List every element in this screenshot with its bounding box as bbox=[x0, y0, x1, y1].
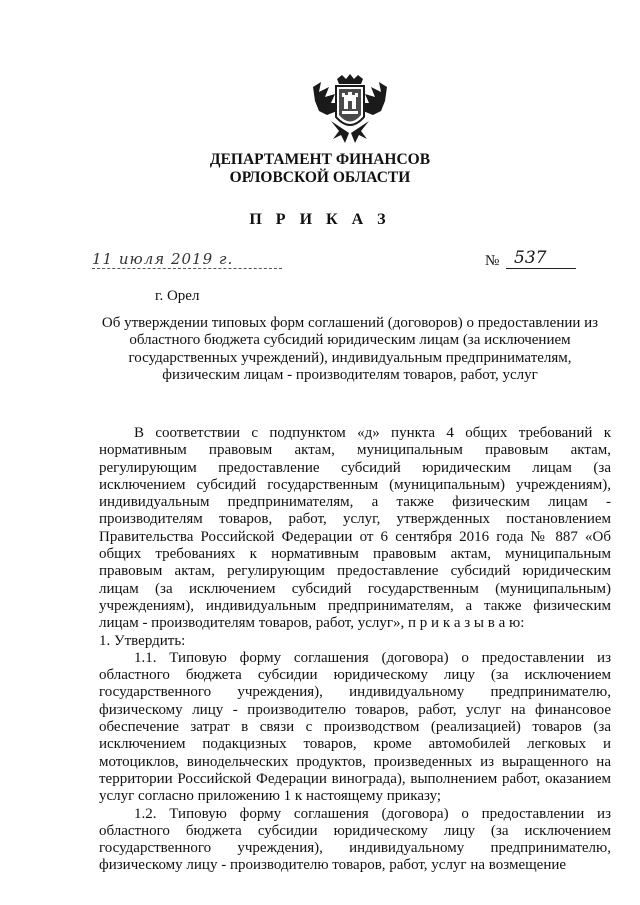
order-body bbox=[99, 425, 611, 875]
order-number-label: № bbox=[485, 253, 500, 269]
preamble-paragraph: В соответствии с подпунктом «д» пункта 4 общих требований к нормативным правовым актам, муниципальным правовым актам, регулирующим предоставление субсидий юридическим лицам (за исключением субсидий государственным (муниципальным) учреждениям), индивидуальным предпринимателям, а также физическим лицам - производителям товаров, работ, услуг, утвержденных постановлением Правительства Российской Федерации от 6 сентября 2016 года № 887 «Об общих требованиях к нормативным правовым актам, муниципальным правовым актам, регулирующим предоставление субсидий юридическим лицам (за исключением субсидий государственным (муниципальным) учреждениям), индивидуальным предпринимателям, а также физическим лицам - производителям товаров, работ, услуг», п р и к а з ы в а ю: bbox=[99, 425, 611, 632]
order-number-value: 537 bbox=[506, 248, 576, 269]
order-subject: Об утверждении типовых форм соглашений (договоров) о предоставлении из областного бюджета субсидий юридическим лицам (за исключением государственных учреждений), индивидуальным предпринимателям, физическим лицам - производителям товаров, работ, услуг bbox=[101, 315, 599, 384]
coat-of-arms-icon bbox=[309, 73, 391, 145]
document-type-title: П Р И К А З bbox=[249, 211, 391, 228]
department-line-2: ОРЛОВСКОЙ ОБЛАСТИ bbox=[229, 169, 411, 186]
department-title bbox=[0, 151, 640, 187]
item-1: 1. Утвердить: bbox=[99, 632, 186, 649]
item-1-1: 1.1. Типовую форму соглашения (договора) о предоставлении из областного бюджета субсидии юридическому лицу (за исключением государственного учреждения), индивидуальному предпринимателю, физическому лицу - производителю товаров, работ, услуг на финансовое обеспечение затрат в связи с производством (реализацией) товаров (за исключением подакцизных товаров, кроме автомобилей легковых и мотоциклов, винодельческих продуктов, произведенных из выращенного на территории Российской Федерации винограда), выполнением работ, оказанием услуг согласно приложению 1 к настоящему приказу; bbox=[99, 649, 611, 805]
city-name: г. Орел bbox=[155, 288, 200, 304]
department-line-1: ДЕПАРТАМЕНТ ФИНАНСОВ bbox=[209, 151, 431, 168]
order-date: 11 июля 2019 г. bbox=[92, 250, 282, 269]
item-1-2: 1.2. Типовую форму соглашения (договора) о предоставлении из областного бюджета субсидии юридическому лицу (за исключением государственного учреждения), индивидуальному предпринимателю, физическому лицу - производителю товаров, работ, услуг на возмещение bbox=[99, 805, 611, 874]
